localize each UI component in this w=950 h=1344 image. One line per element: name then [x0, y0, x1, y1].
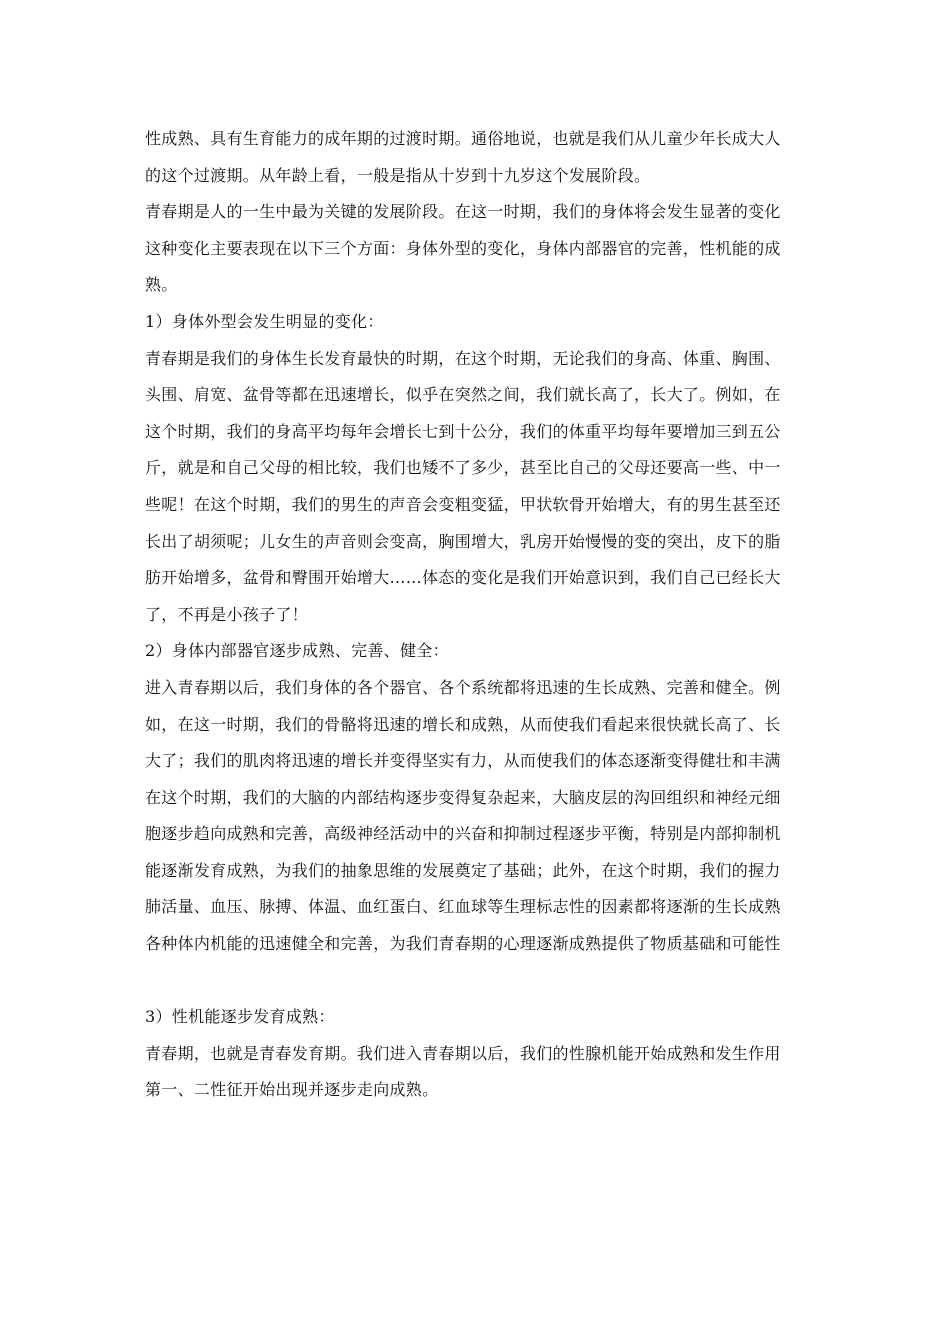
- paragraph-line: 在这个时期，我们的大脑的内部结构逐步变得复杂起来，大脑皮层的沟回组织和神经元细: [145, 787, 781, 807]
- section-heading-2: 2）身体内部器官逐步成熟、完善、健全：: [145, 641, 449, 661]
- section-heading-1: 1）身体外型会发生明显的变化：: [145, 311, 384, 331]
- paragraph-line: 些呢！在这个时期，我们的男生的声音会变粗变猛，甲状软骨开始增大，有的男生甚至还: [145, 494, 781, 514]
- paragraph-line: 熟。: [145, 275, 178, 295]
- paragraph-line: 青春期是人的一生中最为关键的发展阶段。在这一时期，我们的身体将会发生显著的变化: [145, 202, 781, 222]
- paragraph-line: 这种变化主要表现在以下三个方面：身体外型的变化，身体内部器官的完善，性机能的成: [145, 238, 781, 258]
- paragraph-line: 头围、肩宽、盆骨等都在迅速增长，似乎在突然之间，我们就长高了，长大了。例如，在: [145, 385, 781, 405]
- paragraph-line: 青春期，也就是青春发育期。我们进入青春期以后，我们的性腺机能开始成熟和发生作用: [145, 1043, 781, 1063]
- paragraph-line: 长出了胡须呢；儿女生的声音则会变高，胸围增大，乳房开始慢慢的变的突出，皮下的脂: [145, 531, 781, 551]
- paragraph-line: 性成熟、具有生育能力的成年期的过渡时期。通俗地说，也就是我们从儿童少年长成大人: [145, 129, 781, 148]
- blank-line: [145, 963, 810, 1000]
- paragraph-line: 各种体内机能的迅速健全和完善，为我们青春期的心理逐渐成熟提供了物质基础和可能性: [145, 934, 781, 954]
- paragraph-line: 了，不再是小孩子了！: [145, 604, 309, 624]
- paragraph-line: 如，在这一时期，我们的骨骼将迅速的增长和成熟，从而使我们看起来很快就长高了、长: [145, 714, 781, 734]
- section-heading-3: 3）性机能逐步发育成熟：: [145, 1007, 335, 1027]
- paragraph-line: 的这个过渡期。从年龄上看，一般是指从十岁到十九岁这个发展阶段。: [145, 165, 651, 185]
- paragraph-line: 第一、二性征开始出现并逐步走向成熟。: [145, 1080, 439, 1100]
- paragraph-line: 这个时期，我们的身高平均每年会增长七到十公分，我们的体重平均每年要增加三到五公: [145, 421, 781, 441]
- paragraph-line: 斤，就是和自己父母的相比较，我们也矮不了多少，甚至比自己的父母还要高一些、中一: [145, 458, 781, 478]
- paragraph-line: 大了；我们的肌肉将迅速的增长并变得坚实有力，从而使我们的体态逐渐变得健壮和丰满: [145, 751, 781, 771]
- paragraph-line: 进入青春期以后，我们身体的各个器官、各个系统都将迅速的生长成熟、完善和健全。例: [145, 677, 781, 697]
- paragraph-line: 肺活量、血压、脉搏、体温、血红蛋白、红血球等生理标志性的因素都将逐渐的生长成熟: [145, 897, 781, 917]
- paragraph-line: 青春期是我们的身体生长发育最快的时期，在这个时期，无论我们的身高、体重、胸围、: [145, 348, 781, 368]
- paragraph-line: 能逐渐发育成熟，为我们的抽象思维的发展奠定了基础；此外，在这个时期，我们的握力: [145, 860, 781, 880]
- paragraph-line: 胞逐步趋向成熟和完善，高级神经活动中的兴奋和抑制过程逐步平衡，特别是内部抑制机: [145, 824, 781, 844]
- document-body: [145, 121, 810, 1109]
- paragraph-line: 肪开始增多，盆骨和臀围开始增大……体态的变化是我们开始意识到，我们自己已经长大: [145, 568, 781, 588]
